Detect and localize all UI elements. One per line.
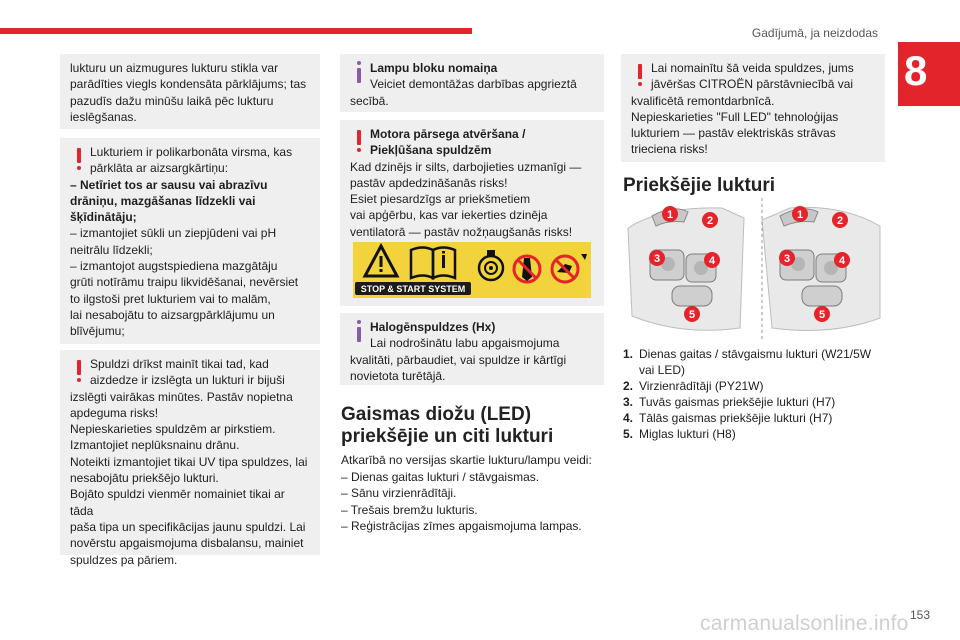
text-line: neitrālu līdzekli; <box>70 242 153 257</box>
box-title: Piekļūšana spuldzēm <box>370 143 492 158</box>
header-accent-bar <box>0 28 472 34</box>
text-line: Veiciet demontāžas darbības apgrieztā <box>370 77 577 92</box>
text-line: Nepieskarieties "Full LED" tehnoloģijas <box>631 109 839 124</box>
text-line: ieslēgšanas. <box>70 109 137 124</box>
text-line: pastāv apdedzināšanās risks! <box>350 175 508 190</box>
text-line: trieciena risks! <box>631 142 708 157</box>
bulb-replacement-warning <box>60 350 320 567</box>
text-line: kvalitāti, pārbaudiet, vai spuldze ir kārtīgi <box>350 352 567 367</box>
legend-number: 1. <box>623 347 634 361</box>
text-line: – izmantojiet sūkli un ziepjūdeni vai pH <box>70 226 277 241</box>
polycarbonate-warning <box>60 138 320 344</box>
legend-text: Tuvās gaismas priekšējie lukturi (H7) <box>639 395 836 409</box>
legend-text-line: Dienas gaitas / stāvgaismu lukturi (W21/5W <box>639 347 872 361</box>
box-title: Motora pārsega atvēršana / <box>370 127 526 141</box>
text-line: Kad dzinējs ir silts, darbojieties uzmanīgi — <box>350 159 582 174</box>
front-lights-diagram <box>622 198 884 340</box>
callout-1-label: 1 <box>796 209 804 221</box>
front-lights-legend <box>623 346 885 442</box>
legend-item <box>623 394 885 410</box>
legend-number: 5. <box>623 427 634 441</box>
section-title: Gadījumā, ja neizdodas <box>751 26 878 40</box>
box-title: Lampu bloku nomaiņa <box>370 61 498 75</box>
text-line: kvalificētā remontdarbnīcā. <box>631 93 775 108</box>
text-line: drāniņu, mazgāšanas līdzekli vai <box>70 193 256 208</box>
stop-start-warning-label <box>353 242 591 298</box>
text-line: blīvējumu; <box>70 324 125 339</box>
text-line: lukturiem — pastāv elektriskās strāvas <box>631 126 836 141</box>
text-line: Noteikti izmantojiet tikai UV tipa spuldzes, lai <box>70 454 308 469</box>
list-intro: Atkarībā no versijas skartie lukturu/lampu veidi: <box>341 453 592 467</box>
text-line: jāvēršas CITROËN pārstāvniecībā vai <box>651 77 854 92</box>
text-line: izslēgti vairākas minūtes. Pastāv nopietna <box>70 389 293 404</box>
text-line: Spuldzi drīkst mainīt tikai tad, kad <box>90 357 269 371</box>
text-line: novietota turētājā. <box>350 368 446 383</box>
text-line: – izmantojot augstspiediena mazgātāju <box>70 259 278 274</box>
text-line: lukturu un aizmugures lukturu stikla var <box>70 61 279 75</box>
text-line: pazudīs dažu minūšu laikā pēc lukturu <box>70 93 274 108</box>
lamp-unit-replacement-info <box>340 54 604 112</box>
text-line: lai nesabojātu to aizsargpārklājumu un <box>70 307 275 322</box>
legend-text: Virzienrādītāji (PY21W) <box>639 379 764 393</box>
box-title: Halogēnspuldzes (Hx) <box>370 320 496 334</box>
text-line: paša tipa un specifikācijas jaunu spuldzi. Lai <box>70 519 306 534</box>
text-line: ventilatorā — pastāv nožņaugšanās risks! <box>350 224 573 239</box>
text-line: nesabojātu priekšējo lukturi. <box>70 471 219 486</box>
chapter-number: 8 <box>904 47 928 94</box>
text-line: Nepieskarieties spuldzēm ar pirkstiem. <box>70 422 276 437</box>
chapter-tab <box>898 42 960 106</box>
text-line: Lai nodrošinātu labu apgaismojuma <box>370 336 560 351</box>
text-line: to ilgstoši pret lukturiem vai to malām, <box>70 291 271 306</box>
heading-line: priekšējie un citi lukturi <box>341 426 554 447</box>
text-line: vai apģērbu, kas var iekerties dzinēja <box>350 208 548 223</box>
led-lights-heading <box>341 404 553 448</box>
warning-icon <box>74 360 84 382</box>
legend-item <box>623 346 885 378</box>
info-icon <box>354 320 364 342</box>
callout-5-label: 5 <box>818 309 826 321</box>
callout-3-label: 3 <box>783 253 791 265</box>
text-line: spuldzes pa pāriem. <box>70 552 178 567</box>
legend-text: Tālās gaismas priekšējie lukturi (H7) <box>639 411 833 425</box>
text-line: Lukturiem ir polikarbonāta virsma, kas <box>90 145 293 159</box>
front-lights-heading: Priekšējie lukturi <box>623 175 776 196</box>
info-icon <box>354 61 364 83</box>
text-line: Bojāto spuldzi vienmēr nomainiet tikai ar tāda <box>70 487 285 518</box>
legend-text-line: vai LED) <box>639 363 686 377</box>
list-item: – Trešais bremžu lukturis. <box>341 502 478 517</box>
callout-2-label: 2 <box>836 215 844 227</box>
page-number: 153 <box>909 608 930 622</box>
text-line: Izmantojiet neplūksnainu drānu. <box>70 438 240 453</box>
warning-icon <box>354 130 364 152</box>
list-item: – Sānu virzienrādītāji. <box>341 486 457 500</box>
callout-3-label: 3 <box>653 253 661 265</box>
legend-number: 2. <box>623 379 634 393</box>
watermark: carmanualsonline.info <box>700 612 909 635</box>
callout-4-label: 4 <box>708 255 716 267</box>
legend-number: 4. <box>623 411 634 425</box>
legend-number: 3. <box>623 395 634 409</box>
callout-1-label: 1 <box>666 209 674 221</box>
text-line: – Netīriet tos ar sausu vai abrazīvu <box>70 177 268 192</box>
condensation-note <box>60 54 320 129</box>
text-line: Lai nomainītu šā veida spuldzes, jums <box>651 61 854 75</box>
legend-item <box>623 426 885 442</box>
text-line: novērstu apgaismojuma disbalansu, mainiet <box>70 536 304 551</box>
legend-item <box>623 378 885 394</box>
text-line: Esiet piesardzīgs ar priekšmetiem <box>350 192 531 207</box>
led-lights-list <box>341 452 605 535</box>
warning-icon <box>635 64 645 86</box>
list-item: – Reģistrācijas zīmes apgaismojuma lampas. <box>341 519 582 533</box>
text-line: apdeguma risks! <box>70 405 159 420</box>
callout-5-label: 5 <box>688 309 696 321</box>
text-line: parādīties viegls kondensāta pārklājums; tas <box>70 77 307 92</box>
legend-item <box>623 410 885 426</box>
list-item: – Dienas gaitas lukturi / stāvgaismas. <box>341 469 540 484</box>
warning-icon <box>74 148 84 170</box>
text-line: aizdedze ir izslēgta un lukturi ir bijuši <box>90 373 285 388</box>
legend-text <box>639 346 871 378</box>
text-line: šķīdinātāju; <box>70 210 137 225</box>
halogen-bulb-info <box>340 313 604 385</box>
text-line: secībā. <box>350 93 389 108</box>
text-line: grūti notīrāmu traipu likvidēšanai, nevērsiet <box>70 275 299 290</box>
callout-4-label: 4 <box>838 255 846 267</box>
legend-text: Miglas lukturi (H8) <box>639 427 736 441</box>
callout-2-label: 2 <box>706 215 714 227</box>
text-line: pārklāta ar aizsargkārtiņu: <box>90 161 229 176</box>
heading-line: Gaismas diožu (LED) <box>341 404 532 425</box>
stop-start-label-text: STOP & START SYSTEM <box>360 284 466 294</box>
full-led-warning <box>621 54 885 162</box>
